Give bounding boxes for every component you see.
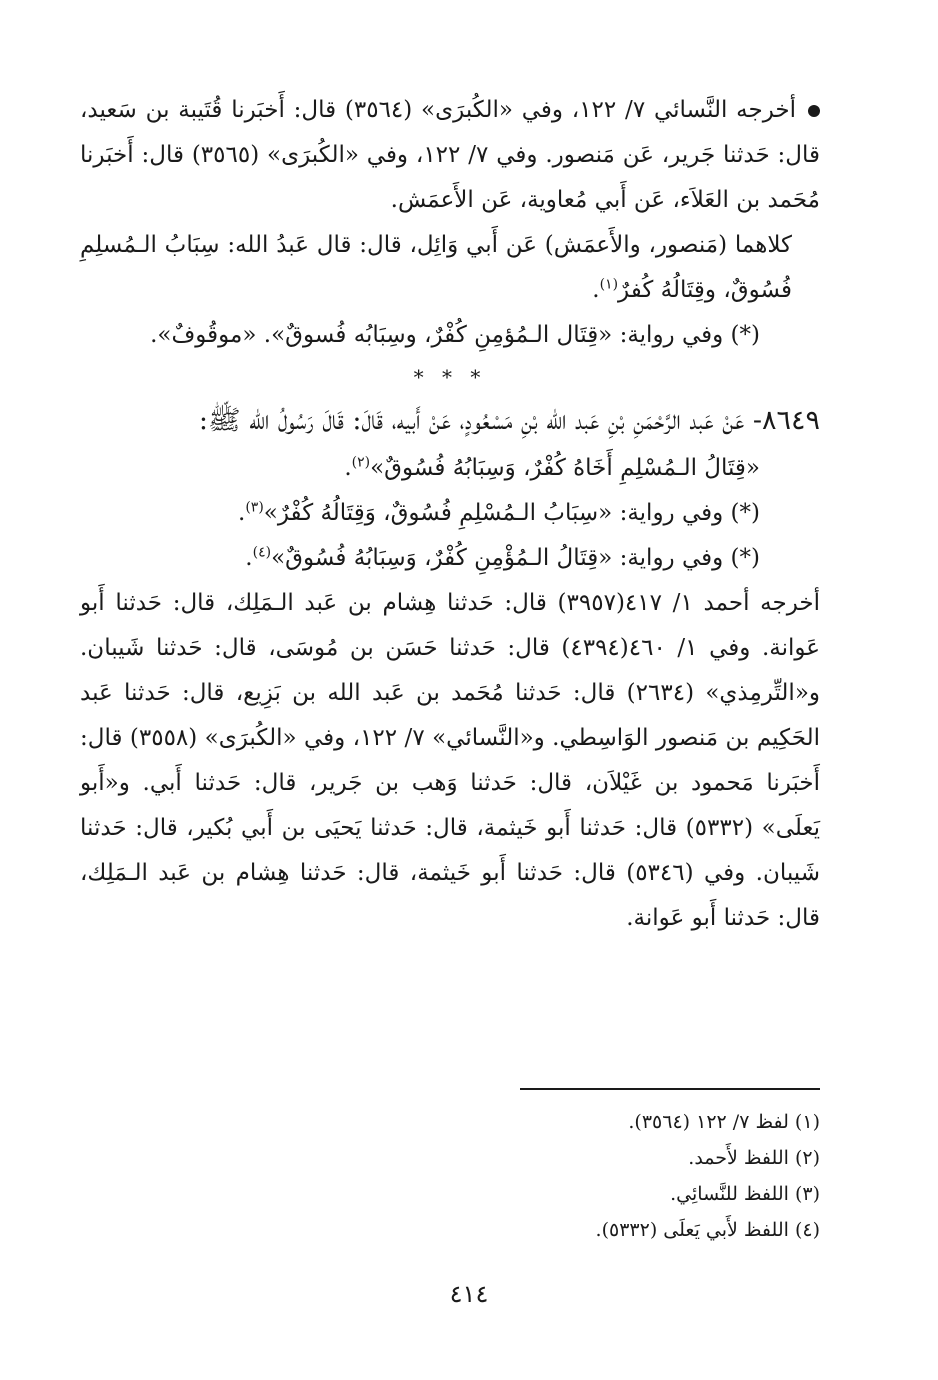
footnote-1: (١) لفظ ٧/ ١٢٢ (٣٥٦٤). xyxy=(628,1111,820,1133)
paragraph-text: (*) وفي رواية: «قِتَالُ الـمُؤْمِنِ كُفْرٌ، وَسِبَابُهُ فُسُوقٌ» xyxy=(271,545,760,571)
section-separator: * * * xyxy=(413,365,487,389)
paragraph-text: «قِتَالُ الـمُسْلِمِ أَخَاهُ كُفْرٌ، وَسِبَابُهُ فُسُوقٌ» xyxy=(370,455,760,481)
bullet-icon xyxy=(808,105,820,117)
hadith-heading: ٨٦٤٩- عَنْ عَبد الرَّحْمَنِ بْنِ عَبد الله بْنِ مَسْعُودٍ، عَنْ أَبيه، قَالَ: قَالَ رَسُولُ الله ﷺ: xyxy=(198,405,820,436)
paragraph-text: أخرجه النَّسائي ٧/ ١٢٢، وفي «الكُبرَى» (٣٥٦٤) قال: أَخبَرنا قُتَيبة بن سَعيد، قال: حَدثنا جَرير، عَن مَنصور. وفي ٧/ ١٢٢، وفي «الكُبرَى» (٣٥٦٥) قال: أَخبَرنا مُحَمد بن العَلاَء، عَن أَبي مُعاوية، عَن الأَعمَش. xyxy=(80,97,821,213)
page-number: ٤١٤ xyxy=(449,1280,489,1308)
footnote-2: (٢) اللفظ لأَحمد. xyxy=(688,1147,820,1169)
footnote-3: (٣) اللفظ للنَّسائِي. xyxy=(670,1183,820,1205)
footnote-marker[interactable]: (٣) xyxy=(245,499,264,516)
page-body xyxy=(80,88,820,941)
footnotes xyxy=(120,1104,820,1248)
hadith-text-3: (*) وفي رواية: «قِتَالُ الـمُؤْمِنِ كُفْرٌ، وَسِبَابُهُ فُسُوقٌ»$^{(٤)}$. xyxy=(245,544,760,571)
paragraph-takhrij-ahmad: أخرجه أحمد ١/ ٤١٧(٣٩٥٧) قال: حَدثنا هِشام بن عَبد الـمَلِك، قال: حَدثنا أَبو عَوانة. وفي ١/ ٤٦٠(٤٣٩٤) قال: حَدثنا حَسَن بن مُوسَى، قال: حَدثنا شَيبان. و«التِّرمِذي» (٢٦٣٤) قال: حَدثنا مُحَمد بن عَبد الله بن بَزِيع، قال: حَدثنا عَبد الحَكِيم بن مَنصور الوَاسِطي. و«النَّسائي» ٧/ ١٢٢، وفي «الكُبرَى» (٣٥٥٨) قال: أَخبَرنا مَحمود بن غَيْلاَن، قال: حَدثنا وَهب بن جَرير، قال: حَدثنا أَبي. و«أَبو يَعلَى» (٥٣٣٢) قال: حَدثنا أَبو خَيثمة، قال: حَدثنا يَحيَى بن أَبي بُكير، قال: حَدثنا شَيبان. وفي (٥٣٤٦) قال: حَدثنا أَبو خَيثمة، قال: حَدثنا هِشام بن عَبد الـمَلِك، قال: حَدثنا أَبو عَوانة. xyxy=(80,590,821,931)
paragraph-text: (*) وفي رواية: «قِتَال الـمُؤمِنِ كُفْرٌ، وسِبَابُه فُسوقٌ». «موقُوفٌ». xyxy=(150,322,760,348)
hadith-text-1: «قِتَالُ الـمُسْلِمِ أَخَاهُ كُفْرٌ، وَسِبَابُهُ فُسُوقٌ»$^{(٢)}$. xyxy=(344,454,760,481)
paragraph-text: (*) وفي رواية: «سِبَابُ الـمُسْلِمِ فُسُوقٌ، وَقِتَالُهُ كُفْرٌ» xyxy=(263,500,760,526)
footnote-divider xyxy=(520,1088,820,1090)
paragraph-riwaya-mawquf xyxy=(80,313,820,358)
footnote-marker[interactable]: (٤) xyxy=(252,544,272,561)
hadith-text-2: (*) وفي رواية: «سِبَابُ الـمُسْلِمِ فُسُوقٌ، وَقِتَالُهُ كُفْرٌ»$^{(٣)}$. xyxy=(238,499,760,526)
paragraph-kilahuma: كلاهما (مَنصور، والأَعمَش) عَن أَبي وَائِل، قال: قال عَبدُ الله: سِبَابُ الـمُسلِمِ فُسُوقٌ، وقِتَالُهُ كُفرٌ$^{(١)}$. xyxy=(80,232,792,303)
paragraph-text: كلاهما (مَنصور، والأَعمَش) عَن أَبي وَائِل، قال: قال عَبدُ الله: سِبَابُ الـمُسلِمِ فُسُوقٌ، وقِتَالُهُ كُفرٌ xyxy=(80,232,792,303)
footnote-4: (٤) اللفظ لأَبي يَعلَى (٥٣٣٢). xyxy=(595,1219,820,1241)
paragraph-takhrij-nasai xyxy=(80,88,820,223)
footnote-marker[interactable]: (١) xyxy=(599,276,619,293)
footnote-marker[interactable]: (٢) xyxy=(351,454,371,471)
